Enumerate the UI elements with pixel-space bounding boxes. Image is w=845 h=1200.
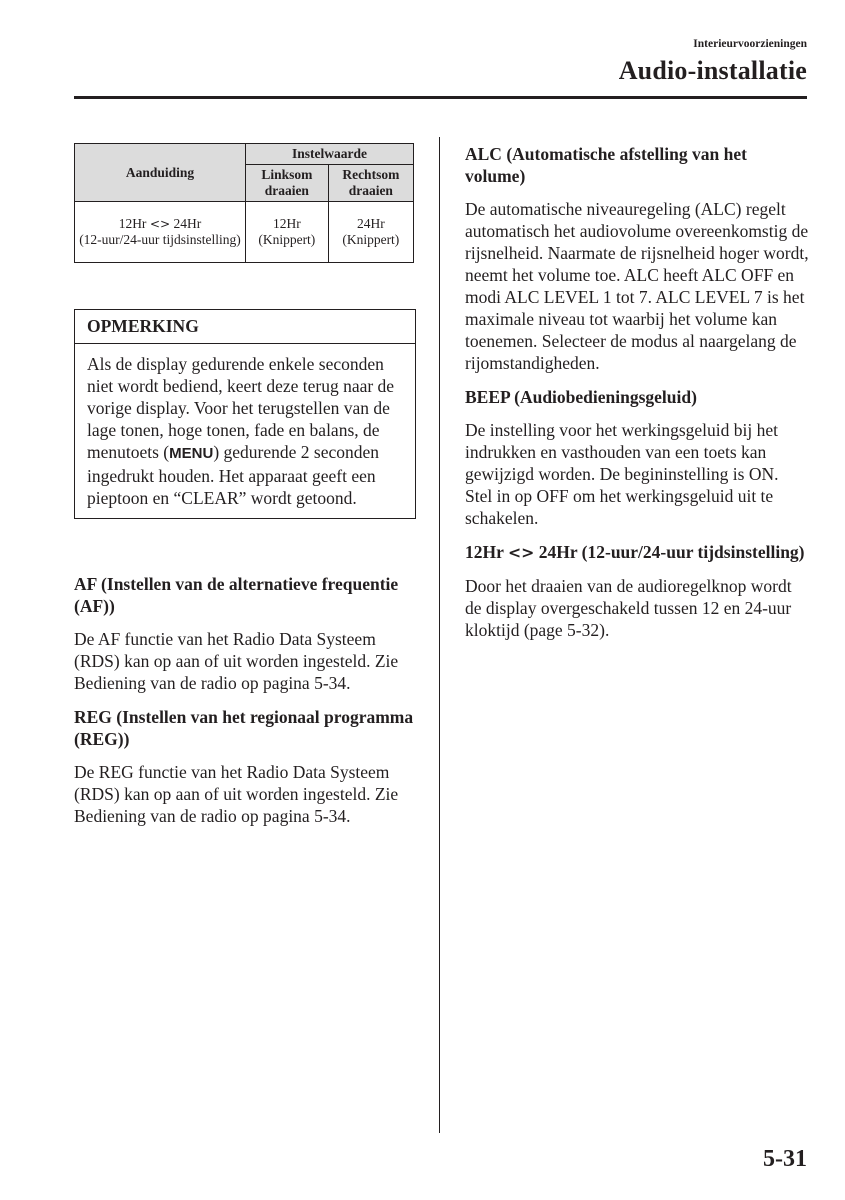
- cell-rechtsom-note: (Knippert): [342, 232, 400, 247]
- note-heading: OPMERKING: [75, 310, 415, 344]
- reg-heading: REG (Instellen van het regionaal programma (REG)): [74, 707, 414, 749]
- alc-paragraph: De automatische niveauregeling (ALC) regelt automatisch het audiovolume overeenkomstig de rijsnelheid. Naarmate de rijsnelheid hoger wordt, neemt het volume toe. ALC heeft ALC OFF en modi ALC LEVEL 1 tot 7. ALC LEVEL 7 is het maximale niveau tot waarbij het volume kan toenemen. Selecteer de modus al naargelang de rijomstandigheden.: [465, 199, 809, 373]
- cell-linksom: [246, 202, 329, 263]
- note-text-before: Als de display gedurende enkele seconden niet wordt bediend, keert deze terug naar de vorige display. Voor het terugstellen van de lage tonen, hoge tonen, fade en balans, de menutoets (: [87, 354, 395, 462]
- reg-paragraph: De REG functie van het Radio Data Systeem (RDS) kan op aan of uit worden ingesteld. Zie Bediening van de radio op pagina 5-34.: [74, 762, 399, 826]
- left-column: [74, 143, 416, 839]
- cell-rechtsom: [328, 202, 413, 263]
- page-number: 5-31: [763, 1146, 807, 1172]
- af-heading: AF (Instellen van de alternatieve frequentie (AF)): [74, 574, 399, 616]
- note-text-after: ) gedurende 2 seconden ingedrukt houden. Het apparaat geeft een pieptoon en “CLEAR” wordt getoond.: [87, 442, 380, 508]
- header-instelwaarde: Instelwaarde: [246, 144, 414, 165]
- clock-heading-rest: 24Hr (12-uur/24-uur tijdsinstelling): [538, 542, 805, 562]
- menu-key-label: MENU: [169, 445, 214, 462]
- beep-paragraph: De instelling voor het werkingsgeluid bij het indrukken en vasthouden van een toets kan gewijzigd worden. De begininstelling is ON. Stel in op OFF om het werkingsgeluid uit te schakelen.: [465, 420, 779, 528]
- clock-paragraph: Door het draaien van de audioregelknop wordt de display overgeschakeld tussen 12 en 24-uur kloktijd (page 5-32).: [465, 576, 792, 640]
- header-aanduiding: Aanduiding: [75, 144, 246, 202]
- cell-aanduiding-desc: (12-uur/24-uur tijdsinstelling): [79, 232, 241, 247]
- cell-linksom-note: (Knippert): [258, 232, 316, 247]
- beep-heading: BEEP (Audiobedieningsgeluid): [465, 387, 697, 407]
- settings-table: [74, 143, 414, 263]
- header-rechtsom: Rechtsom draaien: [328, 165, 413, 202]
- toggle-symbol-icon: <>: [149, 217, 171, 231]
- column-divider: [439, 137, 440, 1133]
- cell-aanduiding: [75, 202, 246, 263]
- cell-aanduiding-12hr: 12Hr: [118, 216, 147, 231]
- page-title: Audio-installatie: [618, 56, 807, 85]
- header-rule: [74, 96, 807, 99]
- note-body: [75, 344, 415, 518]
- header-linksom: Linksom draaien: [246, 165, 329, 202]
- section-label: Interieurvoorzieningen: [693, 38, 807, 50]
- note-box: [74, 309, 416, 519]
- clock-heading: [465, 541, 810, 564]
- clock-heading-12hr: 12Hr: [465, 542, 504, 562]
- table-header-row: [75, 144, 414, 165]
- alc-heading: ALC (Automatische afstelling van het volume): [465, 144, 747, 186]
- toggle-symbol-icon: <>: [507, 543, 535, 562]
- cell-aanduiding-24hr: 24Hr: [173, 216, 202, 231]
- table-row: [75, 202, 414, 263]
- right-column: [465, 143, 810, 653]
- cell-linksom-value: 12Hr: [272, 216, 301, 231]
- cell-rechtsom-value: 24Hr: [356, 216, 385, 231]
- af-paragraph: De AF functie van het Radio Data Systeem (RDS) kan op aan of uit worden ingesteld. Zie Bediening van de radio op pagina 5-34.: [74, 629, 399, 693]
